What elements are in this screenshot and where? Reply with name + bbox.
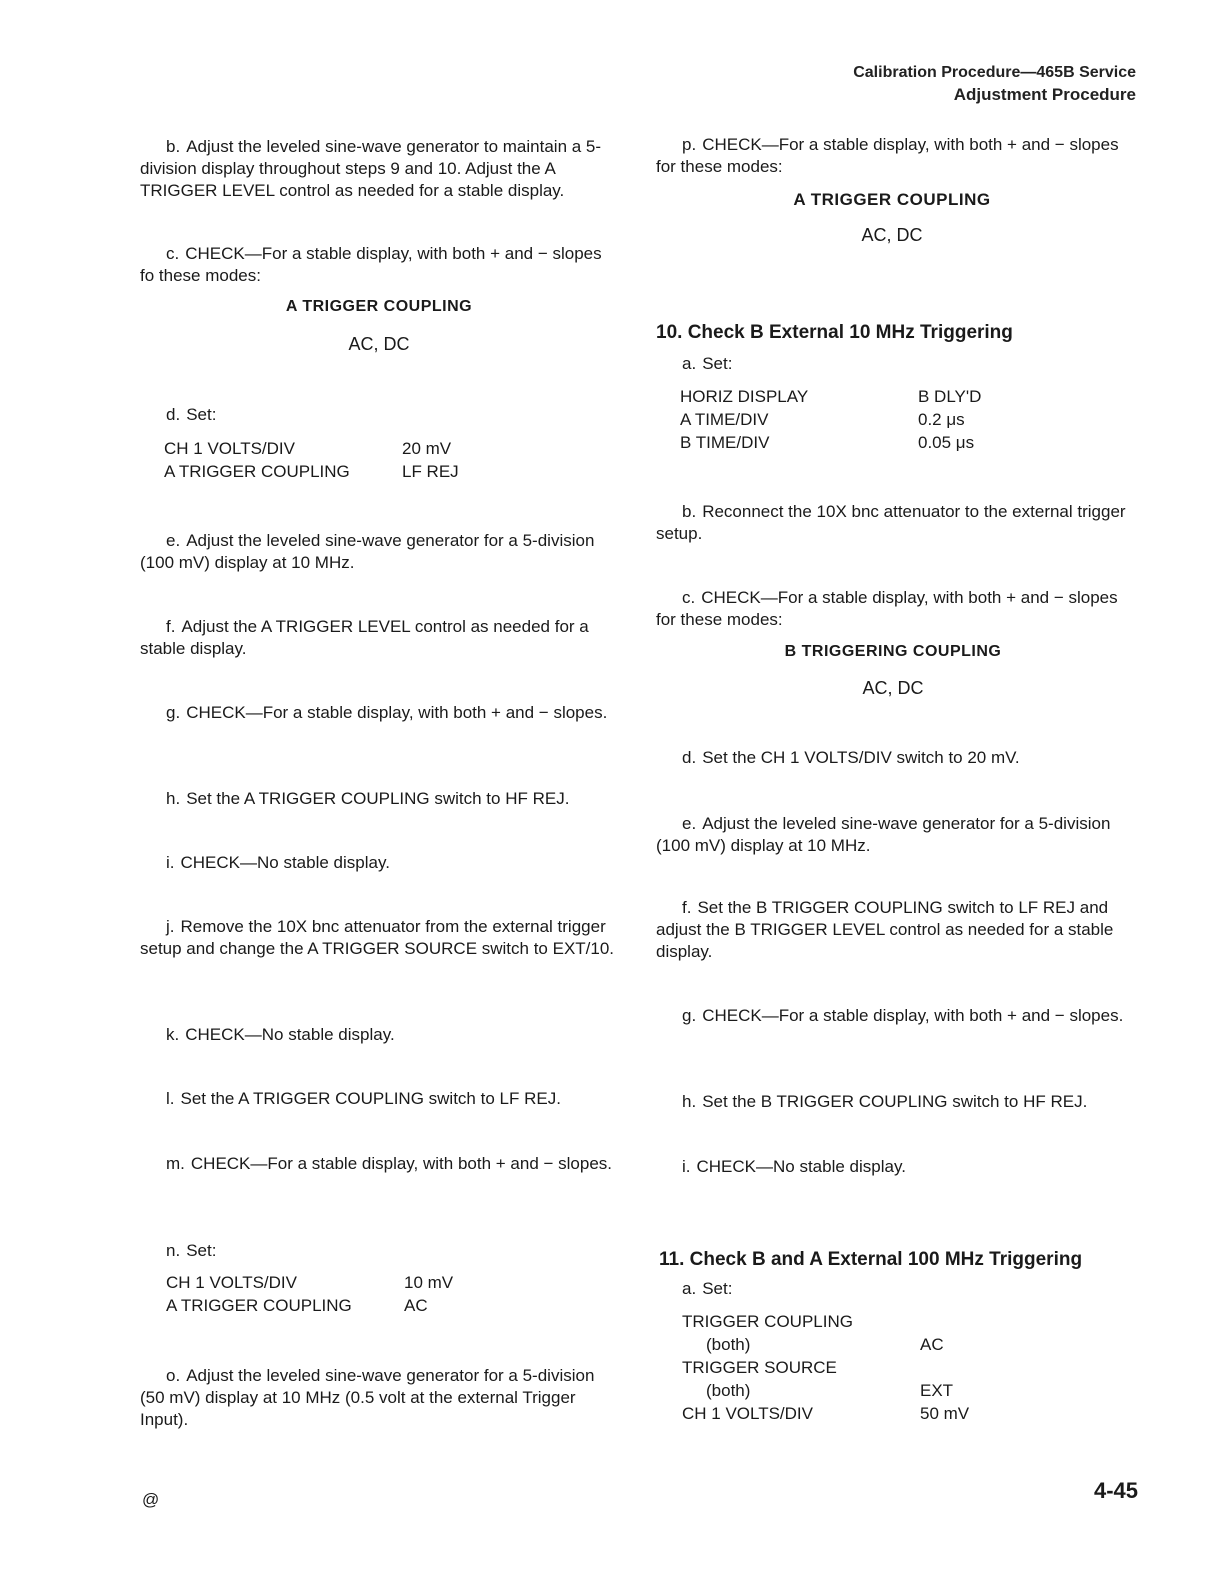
settings-row: CH 1 VOLTS/DIV 50 mV (682, 1404, 970, 1423)
step-h: h. Set the A TRIGGER COUPLING switch to HF REJ. (166, 789, 570, 808)
settings-10a (680, 385, 981, 454)
step-e: e. Adjust the leveled sine-wave generator for a 5-division (100 mV) display at 10 MHz. (140, 531, 595, 572)
footer-symbol: @ (142, 1490, 160, 1509)
step-10f: f. Set the B TRIGGER COUPLING switch to LF REJ and adjust the B TRIGGER LEVEL control as needed for a stable display. (656, 898, 1114, 961)
coupling-title: A TRIGGER COUPLING (285, 298, 473, 315)
step-10a: a. Set: (682, 354, 733, 373)
step-10b: b. Reconnect the 10X bnc attenuator to the external trigger setup. (656, 502, 1126, 543)
coupling-modes: AC, DC (348, 334, 410, 354)
settings-row: A TRIGGER COUPLING LF REJ (164, 462, 459, 481)
header-line-1: Calibration Procedure—465B Service (853, 64, 1136, 81)
step-n: n. Set: (166, 1241, 217, 1260)
settings-row: CH 1 VOLTS/DIV 20 mV (164, 439, 452, 458)
step-b: b. Adjust the leveled sine-wave generator to maintain a 5-division display throughout steps 9 and 10. Adjust the A TRIGGER LEVEL control as needed for a stable display. (140, 137, 602, 200)
step-k: k. CHECK—No stable display. (166, 1025, 395, 1044)
step-d: d. Set: (166, 405, 217, 424)
settings-n (166, 1271, 453, 1317)
settings-row: A TIME/DIV 0.2 μs (680, 410, 965, 429)
step-c: c. CHECK—For a stable display, with both + and − slopes fo these modes: (140, 244, 602, 285)
coupling-modes: AC, DC (862, 678, 924, 698)
step-10e: e. Adjust the leveled sine-wave generator for a 5-division (100 mV) display at 10 MHz. (656, 814, 1111, 855)
settings-row: (both) AC (706, 1335, 944, 1354)
settings-row: HORIZ DISPLAY B DLY'D (680, 387, 982, 406)
step-g: g. CHECK—For a stable display, with both + and − slopes. (166, 703, 608, 722)
step-i: i. CHECK—No stable display. (166, 853, 390, 872)
page-number: 4-45 (1093, 1478, 1138, 1503)
settings-11a (682, 1310, 969, 1425)
step-10d: d. Set the CH 1 VOLTS/DIV switch to 20 mV. (682, 748, 1020, 767)
step-10i: i. CHECK—No stable display. (682, 1157, 906, 1176)
step-m: m. CHECK—For a stable display, with both + and − slopes. (166, 1154, 613, 1173)
step-11a: a. Set: (682, 1279, 733, 1298)
step-l: l. Set the A TRIGGER COUPLING switch to LF REJ. (166, 1089, 561, 1108)
step-j: j. Remove the 10X bnc attenuator from the external trigger setup and change the A TRIGGER SOURCE switch to EXT/10. (140, 917, 615, 958)
coupling-modes: AC, DC (861, 225, 923, 245)
step-f: f. Adjust the A TRIGGER LEVEL control as needed for a stable display. (140, 617, 589, 658)
settings-row: TRIGGER COUPLING (682, 1312, 853, 1331)
step-o: o. Adjust the leveled sine-wave generator for a 5-division (50 mV) display at 10 MHz (0.5 volt at the external Trigger Input). (140, 1366, 595, 1429)
coupling-title: B TRIGGERING COUPLING (784, 643, 1002, 660)
coupling-title: A TRIGGER COUPLING (793, 190, 991, 209)
settings-row: (both) EXT (706, 1381, 954, 1400)
settings-row: A TRIGGER COUPLING AC (166, 1296, 428, 1315)
settings-row: B TIME/DIV 0.05 μs (680, 433, 975, 452)
settings-row: TRIGGER SOURCE (682, 1358, 837, 1377)
section-10-title: 10. Check B External 10 MHz Triggering (656, 322, 1013, 343)
settings-d (164, 437, 459, 483)
step-p: p. CHECK—For a stable display, with both + and − slopes for these modes: (656, 135, 1119, 176)
running-header (853, 62, 1136, 106)
section-11-title: 11. Check B and A External 100 MHz Triggering (659, 1249, 1083, 1270)
step-10c: c. CHECK—For a stable display, with both + and − slopes for these modes: (656, 588, 1118, 629)
settings-row: CH 1 VOLTS/DIV 10 mV (166, 1273, 454, 1292)
header-line-2: Adjustment Procedure (953, 85, 1136, 104)
step-10g: g. CHECK—For a stable display, with both + and − slopes. (682, 1006, 1124, 1025)
step-10h: h. Set the B TRIGGER COUPLING switch to HF REJ. (682, 1092, 1088, 1111)
